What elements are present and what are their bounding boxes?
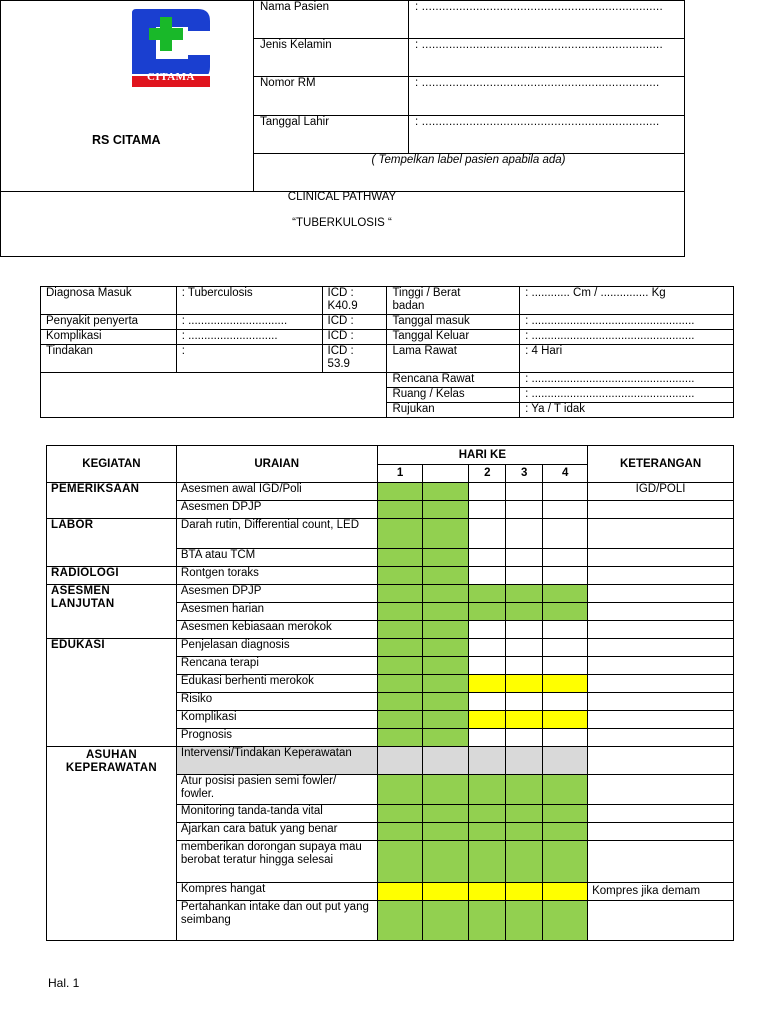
info-value[interactable]: : ............................... xyxy=(176,315,322,330)
day-cell xyxy=(469,567,506,585)
keterangan-cell xyxy=(588,639,734,657)
day-cell xyxy=(423,639,469,657)
keterangan-cell xyxy=(588,693,734,711)
day-cell xyxy=(506,901,543,941)
day-cell xyxy=(423,567,469,585)
uraian-cell: Komplikasi xyxy=(176,711,377,729)
day-cell xyxy=(423,501,469,519)
field-label-nomor-rm: Nomor RM xyxy=(260,77,316,89)
info-row xyxy=(41,345,734,373)
day-cell xyxy=(506,883,543,901)
uraian-cell: memberikan dorongan supaya mau berobat teratur hingga selesai xyxy=(176,841,377,883)
info-icd: ICD : xyxy=(322,315,387,330)
field-label-jenis-kelamin: Jenis Kelamin xyxy=(260,39,332,51)
uraian-cell: Rontgen toraks xyxy=(176,567,377,585)
col-keterangan: KETERANGAN xyxy=(588,446,734,483)
uraian-cell: Asesmen DPJP xyxy=(176,501,377,519)
keterangan-cell xyxy=(588,603,734,621)
table-row xyxy=(47,519,734,549)
info-label2: Ruang / Kelas xyxy=(387,388,520,403)
day-cell xyxy=(543,883,588,901)
logo-text: CITAMA xyxy=(146,71,195,83)
keterangan-cell xyxy=(588,775,734,805)
uraian-cell: Intervensi/Tindakan Keperawatan xyxy=(176,747,377,775)
keterangan-cell xyxy=(588,841,734,883)
day-cell xyxy=(506,639,543,657)
day-cell xyxy=(469,901,506,941)
col-kegiatan: KEGIATAN xyxy=(47,446,177,483)
uraian-cell: Kompres hangat xyxy=(176,883,377,901)
uraian-cell: Rencana terapi xyxy=(176,657,377,675)
info-value2[interactable]: : ................................................... xyxy=(520,315,734,330)
day-cell xyxy=(377,823,423,841)
keterangan-cell xyxy=(588,519,734,549)
day-cell xyxy=(543,805,588,823)
day-cell xyxy=(423,729,469,747)
info-value2[interactable]: : 4 Hari xyxy=(520,345,734,373)
doc-subtitle: “TUBERKULOSIS “ xyxy=(292,217,392,229)
day-cell xyxy=(469,501,506,519)
day-cell xyxy=(506,711,543,729)
field-value-nomor-rm[interactable]: : ...................................................................... xyxy=(415,77,660,89)
uraian-cell: Monitoring tanda-tanda vital xyxy=(176,805,377,823)
day-cell xyxy=(506,841,543,883)
day-cell xyxy=(543,519,588,549)
day-cell xyxy=(377,775,423,805)
day-cell xyxy=(543,585,588,603)
uraian-cell: Asesmen DPJP xyxy=(176,585,377,603)
uraian-cell: Ajarkan cara batuk yang benar xyxy=(176,823,377,841)
day-cell xyxy=(469,675,506,693)
info-label2: Tinggi / Berat badan xyxy=(387,287,520,315)
day-cell xyxy=(543,747,588,775)
info-label: Diagnosa Masuk xyxy=(41,287,177,315)
uraian-cell: Atur posisi pasien semi fowler/ fowler. xyxy=(176,775,377,805)
info-label: Komplikasi xyxy=(41,330,177,345)
day-cell xyxy=(543,549,588,567)
info-icd: ICD : xyxy=(322,330,387,345)
day-cell xyxy=(469,711,506,729)
kegiatan-cell: LABOR xyxy=(47,519,177,567)
keterangan-cell xyxy=(588,549,734,567)
day-cell xyxy=(423,823,469,841)
day-cell xyxy=(506,805,543,823)
day-cell xyxy=(506,657,543,675)
uraian-cell: Asesmen harian xyxy=(176,603,377,621)
day-cell xyxy=(423,603,469,621)
hospital-name: RS CITAMA xyxy=(92,133,161,147)
uraian-cell: Prognosis xyxy=(176,729,377,747)
field-label-nama-pasien: Nama Pasien xyxy=(260,1,330,13)
day-cell xyxy=(506,585,543,603)
field-value-jenis-kelamin[interactable]: : ....................................................................... xyxy=(415,39,663,51)
keterangan-cell xyxy=(588,901,734,941)
info-value2[interactable]: : ................................................... xyxy=(520,388,734,403)
day-cell xyxy=(543,567,588,585)
day-cell xyxy=(506,501,543,519)
keterangan-cell xyxy=(588,711,734,729)
info-label2: Rujukan xyxy=(387,403,520,418)
info-value[interactable]: : ............................ xyxy=(176,330,322,345)
day-cell xyxy=(377,901,423,941)
day-cell xyxy=(377,519,423,549)
kegiatan-cell: ASUHAN KEPERAWATAN xyxy=(47,747,177,941)
day-cell xyxy=(423,901,469,941)
day-cell xyxy=(506,567,543,585)
day-header: 1 xyxy=(377,465,423,483)
day-cell xyxy=(469,549,506,567)
keterangan-cell xyxy=(588,501,734,519)
uraian-cell: BTA atau TCM xyxy=(176,549,377,567)
keterangan-cell xyxy=(588,805,734,823)
info-label2: Tanggal masuk xyxy=(387,315,520,330)
day-cell xyxy=(423,693,469,711)
header-box xyxy=(0,0,685,257)
info-value2[interactable]: : ................................................... xyxy=(520,373,734,388)
uraian-cell: Edukasi berhenti merokok xyxy=(176,675,377,693)
keterangan-cell: Kompres jika demam xyxy=(588,883,734,901)
info-icd: ICD : K40.9 xyxy=(322,287,387,315)
keterangan-cell xyxy=(588,823,734,841)
day-cell xyxy=(377,747,423,775)
uraian-cell: Darah rutin, Differential count, LED xyxy=(176,519,377,549)
day-cell xyxy=(377,657,423,675)
field-value-tanggal-lahir[interactable]: : ...................................................................... xyxy=(415,116,660,128)
col-hari-ke: HARI KE xyxy=(377,446,588,465)
info-row xyxy=(41,373,734,388)
keterangan-cell xyxy=(588,675,734,693)
day-cell xyxy=(423,883,469,901)
day-cell xyxy=(469,621,506,639)
day-cell xyxy=(506,729,543,747)
keterangan-cell: IGD/POLI xyxy=(588,483,734,501)
day-cell xyxy=(423,483,469,501)
uraian-cell: Asesmen kebiasaan merokok xyxy=(176,621,377,639)
table-row xyxy=(47,483,734,501)
page-number: Hal. 1 xyxy=(48,976,80,990)
day-cell xyxy=(469,747,506,775)
day-cell xyxy=(469,657,506,675)
day-cell xyxy=(506,693,543,711)
uraian-cell: Pertahankan intake dan out put yang seimbang xyxy=(176,901,377,941)
day-cell xyxy=(377,693,423,711)
info-value2[interactable]: : ............ Cm / ............... Kg xyxy=(520,287,734,315)
day-cell xyxy=(506,519,543,549)
info-label2: Rencana Rawat xyxy=(387,373,520,388)
info-label: Tindakan xyxy=(41,345,177,373)
info-table xyxy=(40,286,734,418)
day-cell xyxy=(423,549,469,567)
col-uraian: URAIAN xyxy=(176,446,377,483)
day-cell xyxy=(469,775,506,805)
day-cell xyxy=(377,805,423,823)
day-cell xyxy=(506,675,543,693)
doc-title: CLINICAL PATHWAY xyxy=(287,191,397,203)
day-cell xyxy=(377,567,423,585)
day-cell xyxy=(423,775,469,805)
kegiatan-cell: EDUKASI xyxy=(47,639,177,747)
day-cell xyxy=(423,841,469,883)
info-value2[interactable]: : ................................................... xyxy=(520,330,734,345)
day-cell xyxy=(543,841,588,883)
day-cell xyxy=(543,501,588,519)
uraian-cell: Asesmen awal IGD/Poli xyxy=(176,483,377,501)
keterangan-cell xyxy=(588,585,734,603)
pathway-table xyxy=(46,445,734,941)
day-cell xyxy=(377,711,423,729)
day-cell xyxy=(377,603,423,621)
day-cell xyxy=(377,483,423,501)
keterangan-cell xyxy=(588,729,734,747)
day-cell xyxy=(469,483,506,501)
day-cell xyxy=(423,585,469,603)
day-cell xyxy=(469,639,506,657)
day-header: 3 xyxy=(506,465,543,483)
day-cell xyxy=(377,501,423,519)
keterangan-cell xyxy=(588,657,734,675)
day-cell xyxy=(543,603,588,621)
day-cell xyxy=(377,675,423,693)
info-icd: ICD : 53.9 xyxy=(322,345,387,373)
day-cell xyxy=(469,883,506,901)
keterangan-cell xyxy=(588,747,734,775)
day-cell xyxy=(423,621,469,639)
info-row xyxy=(41,315,734,330)
day-cell xyxy=(469,823,506,841)
day-cell xyxy=(543,639,588,657)
day-cell xyxy=(469,519,506,549)
day-cell xyxy=(506,549,543,567)
table-row xyxy=(47,585,734,603)
kegiatan-cell: ASESMEN LANJUTAN xyxy=(47,585,177,639)
day-cell xyxy=(423,675,469,693)
day-cell xyxy=(377,549,423,567)
table-row xyxy=(47,747,734,775)
day-cell xyxy=(469,729,506,747)
info-value[interactable]: : Tuberculosis xyxy=(176,287,322,315)
day-cell xyxy=(543,657,588,675)
info-label2: Lama Rawat xyxy=(387,345,520,373)
day-cell xyxy=(377,841,423,883)
day-cell xyxy=(469,693,506,711)
day-cell xyxy=(506,823,543,841)
uraian-cell: Penjelasan diagnosis xyxy=(176,639,377,657)
day-cell xyxy=(423,657,469,675)
info-value2[interactable]: : Ya / T idak xyxy=(520,403,734,418)
info-blank xyxy=(41,373,387,418)
day-cell xyxy=(543,711,588,729)
info-row xyxy=(41,287,734,315)
day-cell xyxy=(543,775,588,805)
day-cell xyxy=(506,483,543,501)
day-cell xyxy=(469,603,506,621)
day-cell xyxy=(543,693,588,711)
day-cell xyxy=(423,711,469,729)
day-cell xyxy=(423,519,469,549)
day-cell xyxy=(506,775,543,805)
day-cell xyxy=(543,729,588,747)
day-cell xyxy=(469,841,506,883)
kegiatan-cell: RADIOLOGI xyxy=(47,567,177,585)
field-label-tanggal-lahir: Tanggal Lahir xyxy=(260,116,330,128)
keterangan-cell xyxy=(588,621,734,639)
kegiatan-cell: PEMERIKSAAN xyxy=(47,483,177,519)
day-header: 2 xyxy=(469,465,506,483)
day-cell xyxy=(469,805,506,823)
day-cell xyxy=(377,639,423,657)
day-cell xyxy=(506,621,543,639)
day-cell xyxy=(543,901,588,941)
day-cell xyxy=(377,729,423,747)
info-row xyxy=(41,330,734,345)
day-cell xyxy=(423,805,469,823)
field-value-nama-pasien[interactable]: : ....................................................................... xyxy=(415,1,663,13)
info-label2: Tanggal Keluar xyxy=(387,330,520,345)
day-cell xyxy=(469,585,506,603)
day-header xyxy=(423,465,469,483)
day-cell xyxy=(506,747,543,775)
day-cell xyxy=(377,621,423,639)
keterangan-cell xyxy=(588,567,734,585)
label-note: ( Tempelkan label pasien apabila ada) xyxy=(371,154,566,166)
info-value[interactable]: : xyxy=(176,345,322,373)
table-row xyxy=(47,567,734,585)
table-row xyxy=(47,639,734,657)
day-cell xyxy=(543,621,588,639)
info-label: Penyakit penyerta xyxy=(41,315,177,330)
day-cell xyxy=(423,747,469,775)
day-cell xyxy=(543,675,588,693)
day-header: 4 xyxy=(543,465,588,483)
day-cell xyxy=(506,603,543,621)
uraian-cell: Risiko xyxy=(176,693,377,711)
day-cell xyxy=(377,883,423,901)
day-cell xyxy=(543,823,588,841)
day-cell xyxy=(377,585,423,603)
day-cell xyxy=(543,483,588,501)
